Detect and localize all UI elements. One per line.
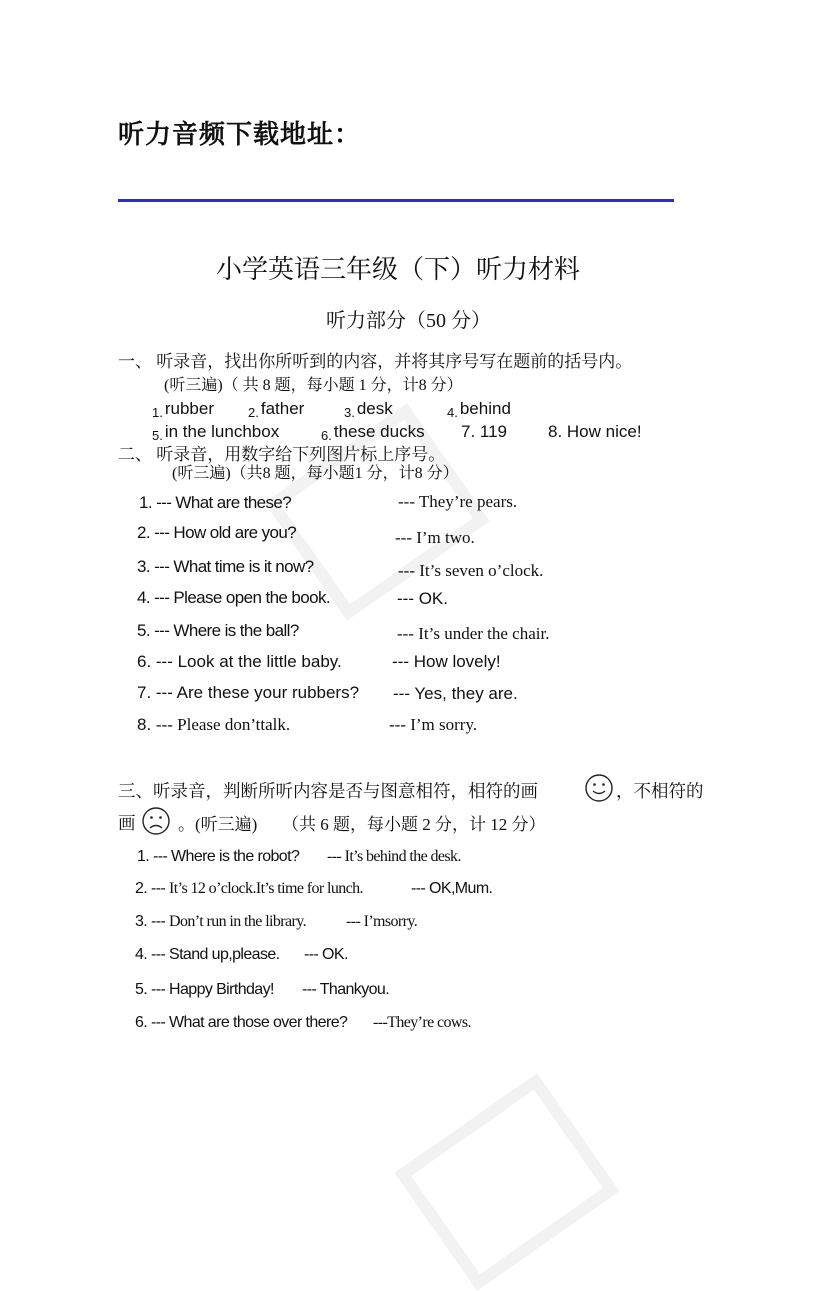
section3-heading-a: 三、听录音，判断所听内容是否与图意相符，相符的画 <box>118 781 538 801</box>
section3-heading-line1 <box>118 778 538 803</box>
s1-item-num: 3. <box>344 405 355 420</box>
section2-note: (听三遍)（共8 题，每小题1 分，计8 分） <box>172 465 459 482</box>
s3-question-2-text: It’s 12 o’clock.It’s time for lunch. <box>169 880 363 897</box>
s2-question-2: 2. --- How old are you? <box>137 523 297 542</box>
s1-item-8: 8. How nice! <box>548 422 642 441</box>
section3-heading-line2-a: 画 <box>118 813 136 833</box>
s1-item-3 <box>344 399 393 419</box>
section1-heading: 一、 听录音，找出你所听到的内容，并将其序号写在题前的括号内。 <box>118 352 633 371</box>
s3-answer-2: --- OK,Mum. <box>411 880 493 897</box>
s2-question-8 <box>137 715 290 735</box>
s1-item-6 <box>321 422 425 442</box>
s3-question-5: 5. --- Happy Birthday! <box>135 981 274 998</box>
page-title: 小学英语三年级（下）听力材料 <box>216 254 581 284</box>
s2-question-6: 6. --- Look at the little baby. <box>137 652 342 671</box>
s1-item-4 <box>447 399 511 419</box>
s1-item-1 <box>152 399 214 419</box>
s2-answer-2: --- I’m two. <box>395 528 475 547</box>
s2-question-8-text: --- Please don’ttalk. <box>155 715 291 734</box>
s3-question-3 <box>135 913 306 931</box>
section1-note: (听三遍)（ 共 8 题，每小题 1 分，计8 分） <box>164 377 463 394</box>
s3-question-4: 4. --- Stand up,please. <box>135 946 280 963</box>
smiley-face-icon <box>584 773 614 803</box>
section3-heading-line2-c: （共 6 题，每小题 2 分，计 12 分） <box>282 815 546 834</box>
section3-heading-line2-b: 。(听三遍) <box>178 815 258 834</box>
download-label: 听力音频下载地址： <box>118 119 362 149</box>
page-subtitle: 听力部分（50 分） <box>326 310 491 332</box>
s1-item-num: 2. <box>248 405 259 420</box>
s1-item-num: 1. <box>152 405 163 420</box>
s2-answer-3: --- It’s seven o’clock. <box>398 561 544 580</box>
s2-question-1: 1. --- What are these? <box>139 493 292 512</box>
s2-question-4: 4. --- Please open the book. <box>137 588 330 607</box>
s1-item-text: in the lunchbox <box>164 422 280 441</box>
s1-item-text: father <box>260 399 305 418</box>
download-rule <box>118 199 674 202</box>
s1-item-num: 4. <box>447 405 458 420</box>
s3-question-1: 1. --- Where is the robot? <box>137 848 300 865</box>
s2-question-5: 5. --- Where is the ball? <box>137 621 299 640</box>
s2-answer-5: --- It’s under the chair. <box>397 624 550 643</box>
s1-item-text: these ducks <box>333 422 425 441</box>
s2-answer-6: --- How lovely! <box>392 652 501 671</box>
section3-heading-b: ，不相符的 <box>616 781 704 801</box>
s3-question-3-num: 3. --- <box>135 913 170 930</box>
s3-answer-6: ---They’re cows. <box>373 1014 471 1031</box>
s2-question-3: 3. --- What time is it now? <box>137 557 314 576</box>
section2-heading: 二、 听录音，用数字给下列图片标上序号。 <box>118 445 446 464</box>
s1-item-5 <box>152 422 279 442</box>
s2-question-7: 7. --- Are these your rubbers? <box>137 683 360 702</box>
s1-item-num: 6. <box>321 428 332 443</box>
s3-answer-1: --- It’s behind the desk. <box>327 848 461 865</box>
s3-question-3-text: Don’t run in the library. <box>169 913 307 930</box>
s2-answer-1: --- They’re pears. <box>398 492 518 511</box>
s1-item-num: 5. <box>152 428 163 443</box>
s2-question-8-num: 8. <box>137 715 156 734</box>
s1-item-2 <box>248 399 304 419</box>
s1-item-text: rubber <box>164 399 214 418</box>
s1-item-7: 7. 119 <box>461 422 508 441</box>
s2-answer-4: --- OK. <box>397 589 448 608</box>
s3-answer-3: --- I’msorry. <box>346 913 418 930</box>
s3-question-2-num: 2. --- <box>135 880 170 897</box>
s2-answer-7: --- Yes, they are. <box>393 684 518 703</box>
frowning-face-icon <box>141 806 171 836</box>
watermark <box>394 1073 619 1291</box>
s2-answer-8: --- I’m sorry. <box>389 715 478 734</box>
s3-answer-5: --- Thankyou. <box>302 981 390 998</box>
s1-item-text: behind <box>459 399 511 418</box>
s3-question-6: 6. --- What are those over there? <box>135 1014 348 1031</box>
s3-question-2 <box>135 880 363 898</box>
s3-answer-4: --- OK. <box>304 946 348 963</box>
s1-item-text: desk <box>356 399 393 418</box>
